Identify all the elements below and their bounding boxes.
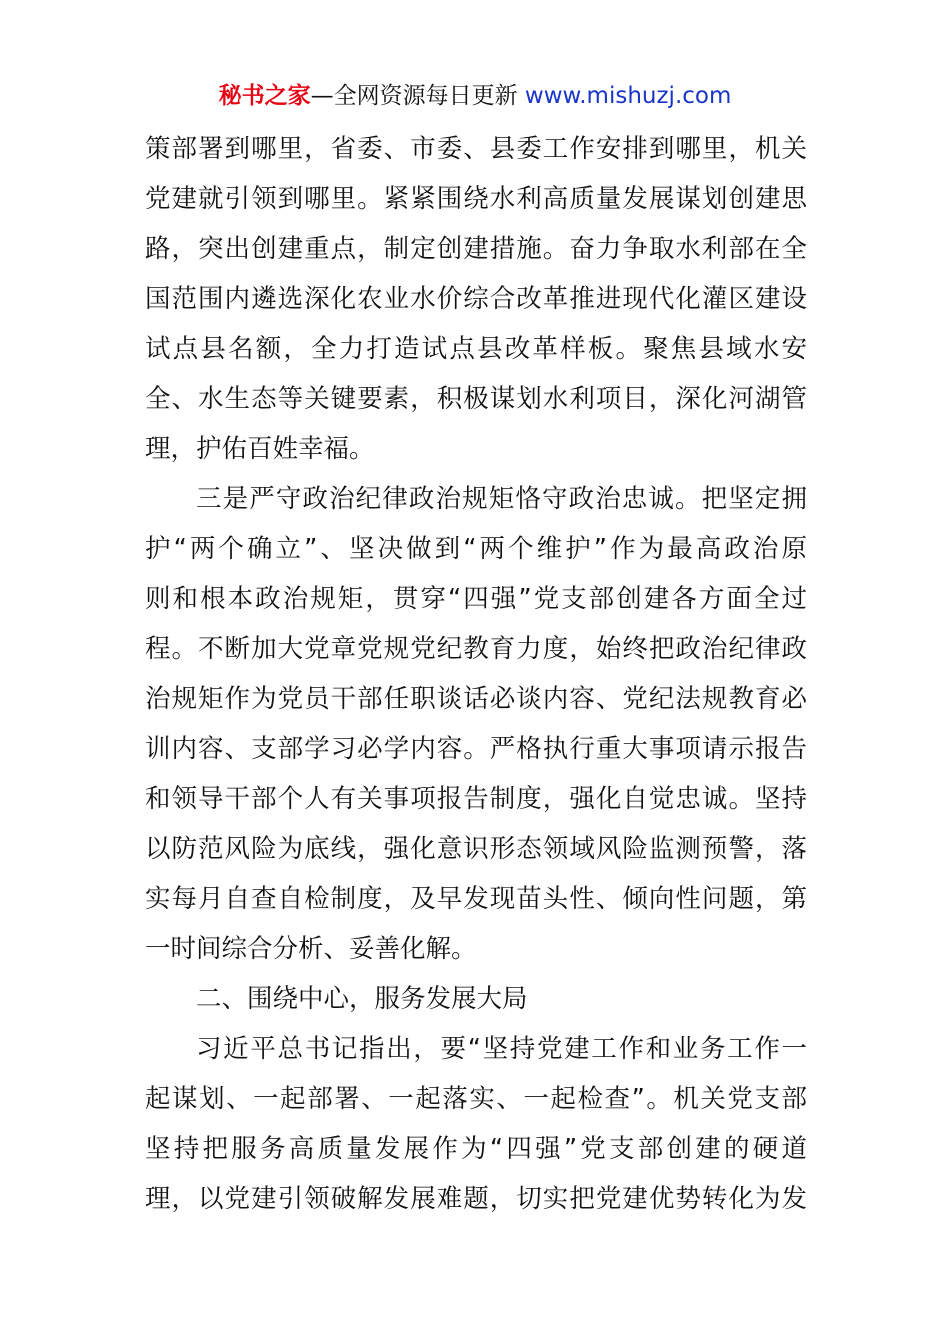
- site-tagline: —全网资源每日更新: [310, 83, 518, 109]
- text-line: 党建就引领到哪里。紧紧围绕水利高质量发展谋划创建思: [145, 184, 807, 214]
- site-brand: 秘书之家: [218, 83, 311, 109]
- site-url-link[interactable]: www.mishuzj.com: [524, 83, 732, 109]
- document-body: [145, 124, 807, 1224]
- text-line: 路，突出创建重点，制定创建措施。奋力争取水利部在全: [145, 234, 807, 264]
- text-line: 试点县名额，全力打造试点县改革样板。聚焦县域水安: [145, 334, 807, 364]
- text-line: 一时间综合分析、妥善化解。: [145, 934, 477, 964]
- text-line: 以防范风险为底线，强化意识形态领域风险监测预警，落: [145, 834, 807, 864]
- text-line: 习近平总书记指出，要“坚持党建工作和业务工作一: [196, 1034, 807, 1064]
- text-line: 国范围内遴选深化农业水价综合改革推进现代化灌区建设: [145, 284, 807, 314]
- text-line: 护“两个确立”、坚决做到“两个维护”作为最高政治原: [145, 534, 807, 564]
- site-header: [0, 80, 950, 112]
- text-line: 三是严守政治纪律政治规矩恪守政治忠诚。把坚定拥: [196, 484, 807, 514]
- text-line: 实每月自查自检制度，及早发现苗头性、倾向性问题，第: [145, 884, 807, 914]
- text-line: 则和根本政治规矩，贯穿“四强”党支部创建各方面全过: [145, 584, 807, 614]
- text-line: 坚持把服务高质量发展作为“四强”党支部创建的硬道: [145, 1134, 807, 1164]
- text-line: 程。不断加大党章党规党纪教育力度，始终把政治纪律政: [145, 634, 807, 664]
- section-heading: 二、围绕中心，服务发展大局: [196, 984, 528, 1014]
- text-line: 起谋划、一起部署、一起落实、一起检查”。机关党支部: [145, 1084, 807, 1114]
- text-line: 治规矩作为党员干部任职谈话必谈内容、党纪法规教育必: [145, 684, 807, 714]
- text-line: 训内容、支部学习必学内容。严格执行重大事项请示报告: [145, 734, 807, 764]
- text-line: 策部署到哪里，省委、市委、县委工作安排到哪里，机关: [145, 134, 807, 164]
- text-line: 理，护佑百姓幸福。: [145, 434, 375, 464]
- text-line: 理，以党建引领破解发展难题，切实把党建优势转化为发: [145, 1184, 807, 1214]
- text-line: 全、水生态等关键要素，积极谋划水利项目，深化河湖管: [145, 384, 807, 414]
- text-line: 和领导干部个人有关事项报告制度，强化自觉忠诚。坚持: [145, 784, 807, 814]
